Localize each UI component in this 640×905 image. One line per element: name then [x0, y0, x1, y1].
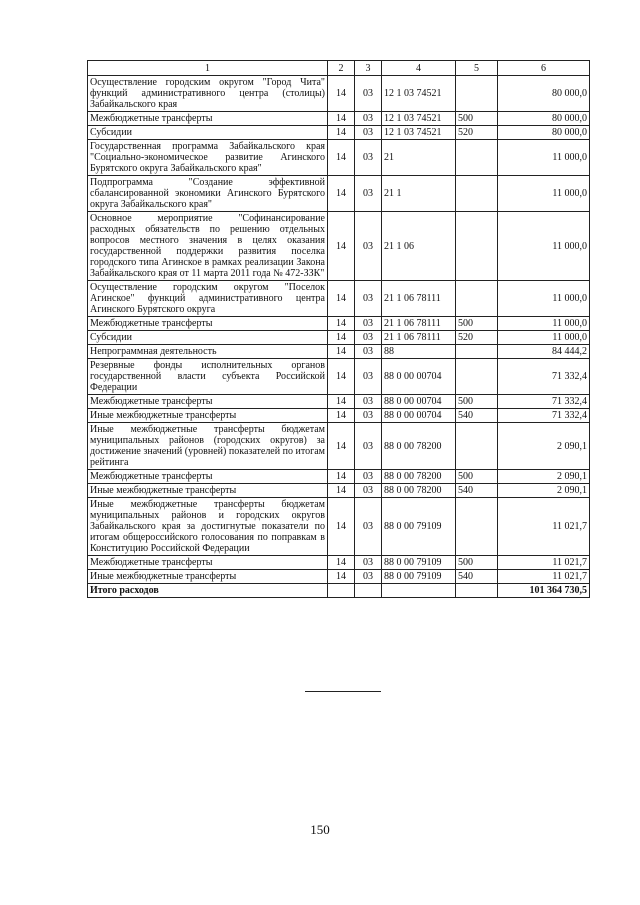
table-row: [88, 317, 590, 331]
cell-amount: 2 090,1: [498, 484, 590, 498]
header-col-1: 1: [88, 61, 328, 76]
cell-amount: 2 090,1: [498, 423, 590, 470]
cell-name: Межбюджетные трансферты: [88, 317, 328, 331]
cell-subsection: 03: [355, 395, 382, 409]
cell-section: 14: [328, 126, 355, 140]
table-row: [88, 212, 590, 281]
cell-target-code: 88 0 00 00704: [382, 359, 456, 395]
cell-expense-type: [456, 498, 498, 556]
cell-subsection: 03: [355, 140, 382, 176]
cell-subsection: 03: [355, 317, 382, 331]
cell-amount: 11 000,0: [498, 140, 590, 176]
cell-amount: 11 021,7: [498, 498, 590, 556]
cell-subsection: 03: [355, 359, 382, 395]
cell-subsection: 03: [355, 76, 382, 112]
table-body: [88, 76, 590, 584]
cell-target-code: 21 1 06 78111: [382, 317, 456, 331]
cell-expense-type: 500: [456, 470, 498, 484]
cell-amount: 11 000,0: [498, 212, 590, 281]
cell-expense-type: 520: [456, 126, 498, 140]
cell-expense-type: 540: [456, 484, 498, 498]
table-row: [88, 176, 590, 212]
cell-expense-type: 540: [456, 409, 498, 423]
cell-expense-type: 500: [456, 317, 498, 331]
cell-target-code: 88 0 00 00704: [382, 409, 456, 423]
table-row: [88, 112, 590, 126]
cell-expense-type: [456, 423, 498, 470]
header-col-6: 6: [498, 61, 590, 76]
cell-section: 14: [328, 556, 355, 570]
cell-target-code: 88 0 00 78200: [382, 470, 456, 484]
footnote-divider: [305, 691, 381, 692]
cell-name: Осуществление городским округом "Поселок Агинское" функций административного центра Агинского Бурятского округа: [88, 281, 328, 317]
cell-amount: 84 444,2: [498, 345, 590, 359]
cell-amount: 80 000,0: [498, 76, 590, 112]
cell-amount: 71 332,4: [498, 409, 590, 423]
cell-name: Иные межбюджетные трансферты бюджетам муниципальных районов и городских округов Забайкальского края за достигнутые показатели по итогам общероссийского голосования по поправкам в Конституцию Российской Федерации: [88, 498, 328, 556]
cell-subsection: 03: [355, 212, 382, 281]
total-row: [88, 584, 590, 598]
cell-expense-type: [456, 359, 498, 395]
cell-name: Субсидии: [88, 331, 328, 345]
total-empty-cell: [328, 584, 355, 598]
cell-amount: 71 332,4: [498, 359, 590, 395]
cell-amount: 2 090,1: [498, 470, 590, 484]
table-row: [88, 140, 590, 176]
table-row: [88, 409, 590, 423]
cell-subsection: 03: [355, 331, 382, 345]
header-col-3: 3: [355, 61, 382, 76]
table-row: [88, 359, 590, 395]
cell-name: Межбюджетные трансферты: [88, 470, 328, 484]
cell-name: Непрограммная деятельность: [88, 345, 328, 359]
cell-target-code: 88: [382, 345, 456, 359]
table-row: [88, 126, 590, 140]
cell-amount: 71 332,4: [498, 395, 590, 409]
cell-target-code: 88 0 00 78200: [382, 484, 456, 498]
header-col-2: 2: [328, 61, 355, 76]
cell-subsection: 03: [355, 281, 382, 317]
cell-amount: 11 000,0: [498, 281, 590, 317]
cell-name: Иные межбюджетные трансферты: [88, 484, 328, 498]
cell-name: Иные межбюджетные трансферты бюджетам муниципальных районов (городских округов) за достижение значений (уровней) показателей по итогам рейтинга: [88, 423, 328, 470]
cell-expense-type: [456, 140, 498, 176]
cell-section: 14: [328, 345, 355, 359]
cell-section: 14: [328, 331, 355, 345]
cell-subsection: 03: [355, 556, 382, 570]
cell-name: Иные межбюджетные трансферты: [88, 409, 328, 423]
cell-expense-type: 540: [456, 570, 498, 584]
table-row: [88, 345, 590, 359]
header-col-5: 5: [456, 61, 498, 76]
cell-subsection: 03: [355, 112, 382, 126]
page-number: 150: [310, 822, 330, 837]
cell-name: Межбюджетные трансферты: [88, 112, 328, 126]
cell-subsection: 03: [355, 470, 382, 484]
cell-amount: 11 021,7: [498, 570, 590, 584]
cell-expense-type: [456, 176, 498, 212]
cell-subsection: 03: [355, 484, 382, 498]
cell-amount: 11 021,7: [498, 556, 590, 570]
cell-name: Государственная программа Забайкальского края "Социально-экономическое развитие Агинского Бурятского округа Забайкальского края": [88, 140, 328, 176]
cell-amount: 80 000,0: [498, 112, 590, 126]
table-row: [88, 498, 590, 556]
cell-target-code: 88 0 00 79109: [382, 556, 456, 570]
table-row: [88, 423, 590, 470]
cell-subsection: 03: [355, 498, 382, 556]
cell-target-code: 21 1: [382, 176, 456, 212]
cell-target-code: 21 1 06: [382, 212, 456, 281]
cell-expense-type: 500: [456, 395, 498, 409]
cell-target-code: 21 1 06 78111: [382, 281, 456, 317]
table-row: [88, 484, 590, 498]
cell-target-code: 21: [382, 140, 456, 176]
cell-section: 14: [328, 570, 355, 584]
cell-section: 14: [328, 470, 355, 484]
total-amount: 101 364 730,5: [498, 584, 590, 598]
cell-target-code: 12 1 03 74521: [382, 112, 456, 126]
cell-section: 14: [328, 212, 355, 281]
cell-name: Иные межбюджетные трансферты: [88, 570, 328, 584]
cell-section: 14: [328, 76, 355, 112]
cell-section: 14: [328, 484, 355, 498]
table-row: [88, 556, 590, 570]
cell-expense-type: 500: [456, 556, 498, 570]
cell-section: 14: [328, 359, 355, 395]
cell-section: 14: [328, 317, 355, 331]
cell-amount: 11 000,0: [498, 317, 590, 331]
cell-section: 14: [328, 409, 355, 423]
cell-expense-type: [456, 76, 498, 112]
cell-target-code: 88 0 00 79109: [382, 498, 456, 556]
cell-name: Межбюджетные трансферты: [88, 395, 328, 409]
table-row: [88, 395, 590, 409]
cell-subsection: 03: [355, 176, 382, 212]
table-row: [88, 470, 590, 484]
cell-target-code: 21 1 06 78111: [382, 331, 456, 345]
table-row: [88, 281, 590, 317]
table-row: [88, 331, 590, 345]
cell-name: Осуществление городским округом "Город Чита" функций административного центра (столицы) Забайкальского края: [88, 76, 328, 112]
cell-expense-type: [456, 212, 498, 281]
cell-name: Подпрограмма "Создание эффективной сбалансированной экономики Агинского Бурятского округа Забайкальского края": [88, 176, 328, 212]
table-row: [88, 570, 590, 584]
cell-amount: 11 000,0: [498, 176, 590, 212]
total-empty-cell: [456, 584, 498, 598]
cell-name: Субсидии: [88, 126, 328, 140]
table-row: [88, 76, 590, 112]
cell-expense-type: [456, 281, 498, 317]
cell-target-code: 88 0 00 79109: [382, 570, 456, 584]
cell-section: 14: [328, 112, 355, 126]
cell-subsection: 03: [355, 409, 382, 423]
cell-subsection: 03: [355, 345, 382, 359]
cell-subsection: 03: [355, 126, 382, 140]
cell-amount: 11 000,0: [498, 331, 590, 345]
cell-subsection: 03: [355, 423, 382, 470]
cell-target-code: 88 0 00 00704: [382, 395, 456, 409]
cell-target-code: 12 1 03 74521: [382, 76, 456, 112]
cell-name: Основное мероприятие "Софинансирование расходных обязательств по решению отдельных вопросов местного значения в целях оказания государственной поддержки развития поселка городского типа Агинское в рамках реализации Закона Забайкальского края от 11 марта 2011 года № 472-ЗЗК": [88, 212, 328, 281]
cell-section: 14: [328, 498, 355, 556]
cell-name: Резервные фонды исполнительных органов государственной власти субъекта Российской Федерации: [88, 359, 328, 395]
cell-section: 14: [328, 395, 355, 409]
cell-section: 14: [328, 423, 355, 470]
budget-table: [87, 60, 590, 598]
total-empty-cell: [355, 584, 382, 598]
cell-target-code: 12 1 03 74521: [382, 126, 456, 140]
cell-target-code: 88 0 00 78200: [382, 423, 456, 470]
total-label: Итого расходов: [88, 584, 328, 598]
cell-expense-type: 500: [456, 112, 498, 126]
cell-name: Межбюджетные трансферты: [88, 556, 328, 570]
cell-expense-type: 520: [456, 331, 498, 345]
cell-amount: 80 000,0: [498, 126, 590, 140]
cell-expense-type: [456, 345, 498, 359]
cell-section: 14: [328, 281, 355, 317]
header-col-4: 4: [382, 61, 456, 76]
total-empty-cell: [382, 584, 456, 598]
cell-section: 14: [328, 140, 355, 176]
cell-subsection: 03: [355, 570, 382, 584]
header-row: [88, 61, 590, 76]
cell-section: 14: [328, 176, 355, 212]
